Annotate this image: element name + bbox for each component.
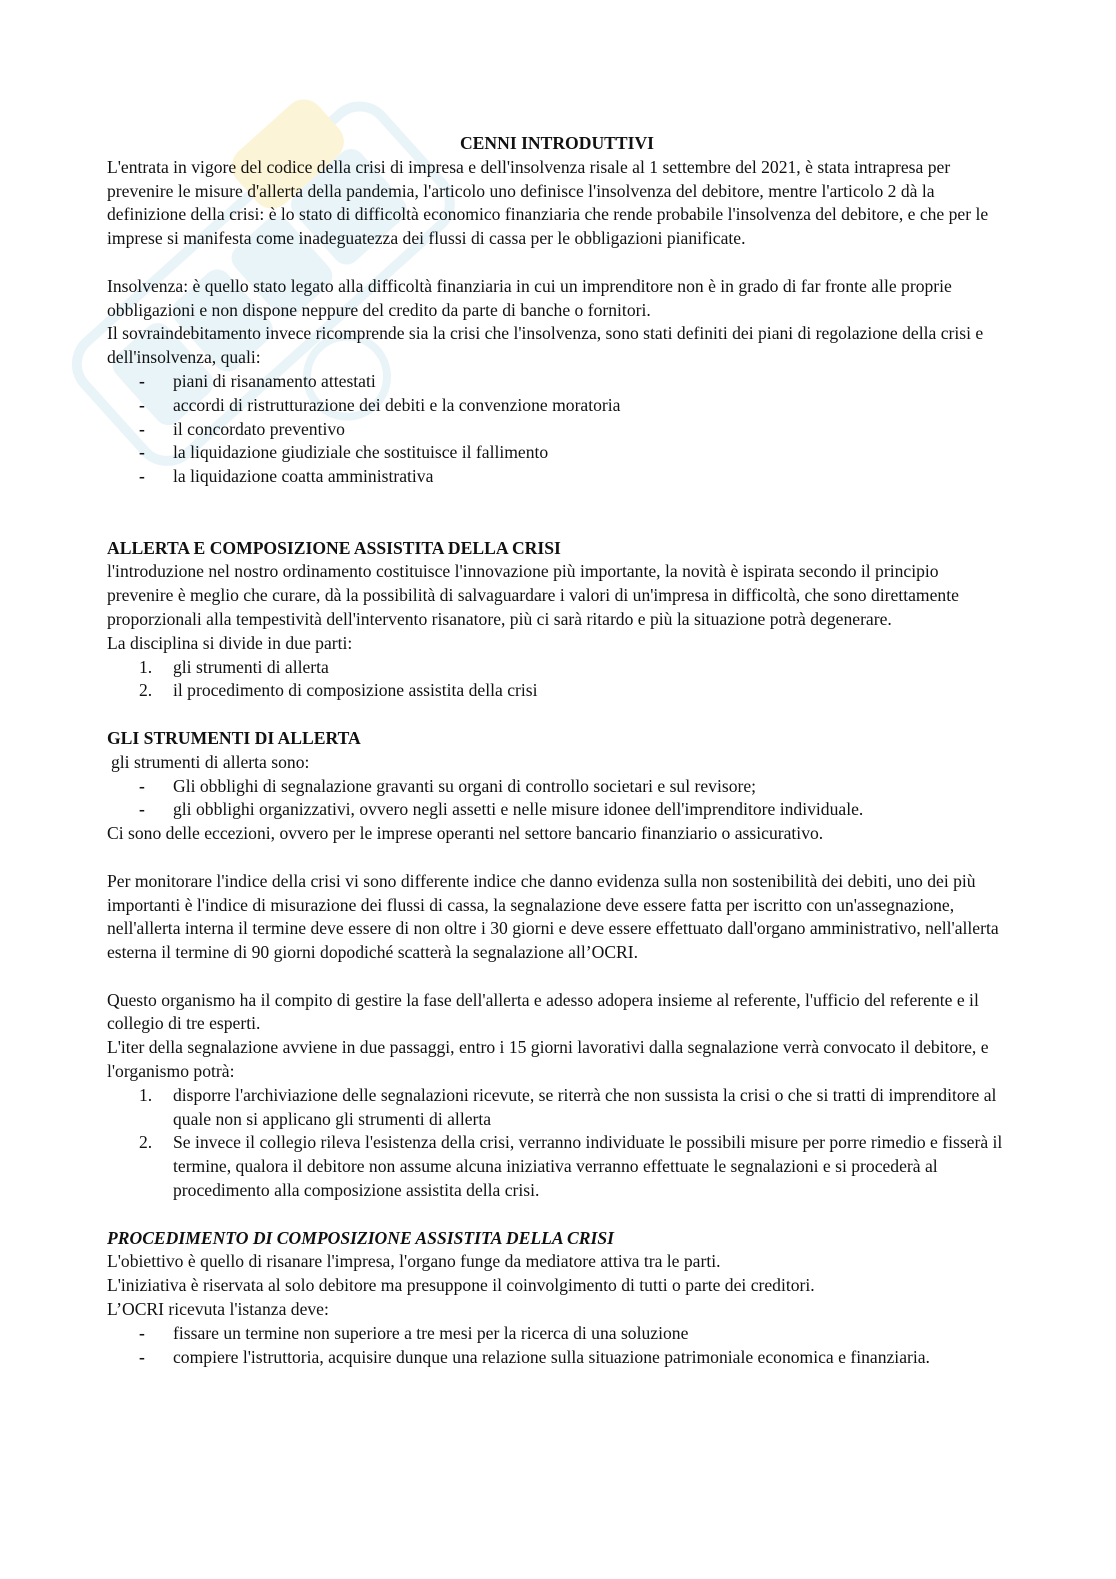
list-item: 2. Se invece il collegio rileva l'esistenza della crisi, verranno individuate le possibili misure per porre rimedio e fisserà il termine, qualora il debitore non assume alcuna iniziativa verranno effettuate le segnalazioni e si procederà al procedimento alla composizione assistita della crisi.	[139, 1132, 1003, 1201]
section-title-procedimento: PROCEDIMENTO DI COMPOSIZIONE ASSISTITA DELLA CRISI	[107, 1227, 614, 1248]
list-item: 1. disporre l'archiviazione delle segnalazioni ricevute, se riterrà che non sussista la crisi o che si tratti di imprenditore al quale non si applicano gli strumenti di allerta	[139, 1084, 997, 1129]
paragraph: L'obiettivo è quello di risanare l'impresa, l'organo funge da mediatore attiva tra le parti.	[107, 1251, 721, 1272]
list-item: - compiere l'istruttoria, acquisire dunque una relazione sulla situazione patrimoniale economica e finanziaria.	[139, 1346, 930, 1367]
list-item: - gli obblighi organizzativi, ovvero negli assetti e nelle misure idonee dell'imprenditore individuale.	[139, 799, 864, 820]
list-item: - il concordato preventivo	[139, 418, 345, 439]
document-page	[107, 132, 1007, 1369]
paragraph: Questo organismo ha il compito di gestire la fase dell'allerta e adesso adopera insieme al referente, l'ufficio del referente e il collegio di tre esperti.	[107, 989, 979, 1034]
list-item: - accordi di ristrutturazione dei debiti e la convenzione moratoria	[139, 394, 621, 415]
paragraph: L’OCRI ricevuta l'istanza deve:	[107, 1299, 329, 1320]
dash-list	[107, 775, 1007, 823]
list-item: - Gli obblighi di segnalazione gravanti su organi di controllo societari e sul revisore;	[139, 775, 757, 796]
paragraph: Ci sono delle eccezioni, ovvero per le imprese operanti nel settore bancario finanziario o assicurativo.	[107, 823, 824, 844]
section-title-cenni: CENNI INTRODUTTIVI	[459, 133, 655, 153]
paragraph: l'introduzione nel nostro ordinamento costituisce l'innovazione più importante, la novità è ispirata secondo il principio prevenire è meglio che curare, dà la possibilità di salvaguardare i valori di un'impresa in difficoltà, che sono direttamente proporzionali alla tempestività dell'intervento risanatore, più ci sarà ritardo e più la situazione potrà degenerare.	[107, 561, 959, 629]
paragraph: L'iter della segnalazione avviene in due passaggi, entro i 15 giorni lavorativi dalla segnalazione verrà convocato il debitore, e l'organismo potrà:	[107, 1037, 989, 1082]
list-item: 2. il procedimento di composizione assistita della crisi	[139, 680, 538, 701]
paragraph: gli strumenti di allerta sono:	[111, 751, 310, 772]
list-item: - la liquidazione coatta amministrativa	[139, 466, 434, 487]
paragraph: Per monitorare l'indice della crisi vi sono differente indice che danno evidenza sulla non sostenibilità dei debiti, uno dei più importanti è l'indice di misurazione dei flussi di cassa, la segnalazione deve essere fatta per iscritto con un'assegnazione, nell'allerta interna il termine deve essere di non oltre i 30 giorni e deve essere effettuato dall'organo amministrativo, nell'allerta esterna il termine di 90 giorni dopodiché scatterà la segnalazione all’OCRI.	[107, 870, 999, 963]
paragraph: Il sovraindebitamento invece ricomprende sia la crisi che l'insolvenza, sono stati definiti dei piani di regolazione della crisi e dell'insolvenza, quali:	[107, 323, 984, 368]
list-item: - fissare un termine non superiore a tre mesi per la ricerca di una soluzione	[139, 1322, 689, 1343]
list-item: - piani di risanamento attestati	[139, 370, 376, 391]
paragraph: Insolvenza: è quello stato legato alla difficoltà finanziaria in cui un imprenditore non è in grado di far fronte alle proprie obbligazioni e non dispone neppure del credito da parte di banche o fornitori.	[107, 275, 952, 320]
section-title-strumenti-allerta: GLI STRUMENTI DI ALLERTA	[107, 727, 361, 748]
dash-list	[107, 370, 1007, 489]
section-title-allerta-composizione: ALLERTA E COMPOSIZIONE ASSISTITA DELLA CRISI	[107, 537, 561, 558]
numbered-list	[107, 656, 1007, 704]
dash-list	[107, 1322, 1007, 1370]
paragraph: L'iniziativa è riservata al solo debitore ma presuppone il coinvolgimento di tutti o parte dei creditori.	[107, 1275, 815, 1296]
list-item: - la liquidazione giudiziale che sostituisce il fallimento	[139, 442, 549, 463]
paragraph: L'entrata in vigore del codice della crisi di impresa e dell'insolvenza risale al 1 settembre del 2021, è stata intrapresa per prevenire le misure d'allerta della pandemia, l'articolo uno definisce l'insolvenza del debitore, mentre l'articolo 2 dà la definizione della crisi: è lo stato di difficoltà economico finanziaria che rende probabile l'insolvenza del debitore, e che per le imprese si manifesta come inadeguatezza dei flussi di cassa per le obbligazioni pianificate.	[107, 156, 989, 249]
paragraph: La disciplina si divide in due parti:	[107, 632, 353, 653]
list-item: 1. gli strumenti di allerta	[139, 656, 329, 677]
numbered-list	[107, 1084, 1007, 1203]
